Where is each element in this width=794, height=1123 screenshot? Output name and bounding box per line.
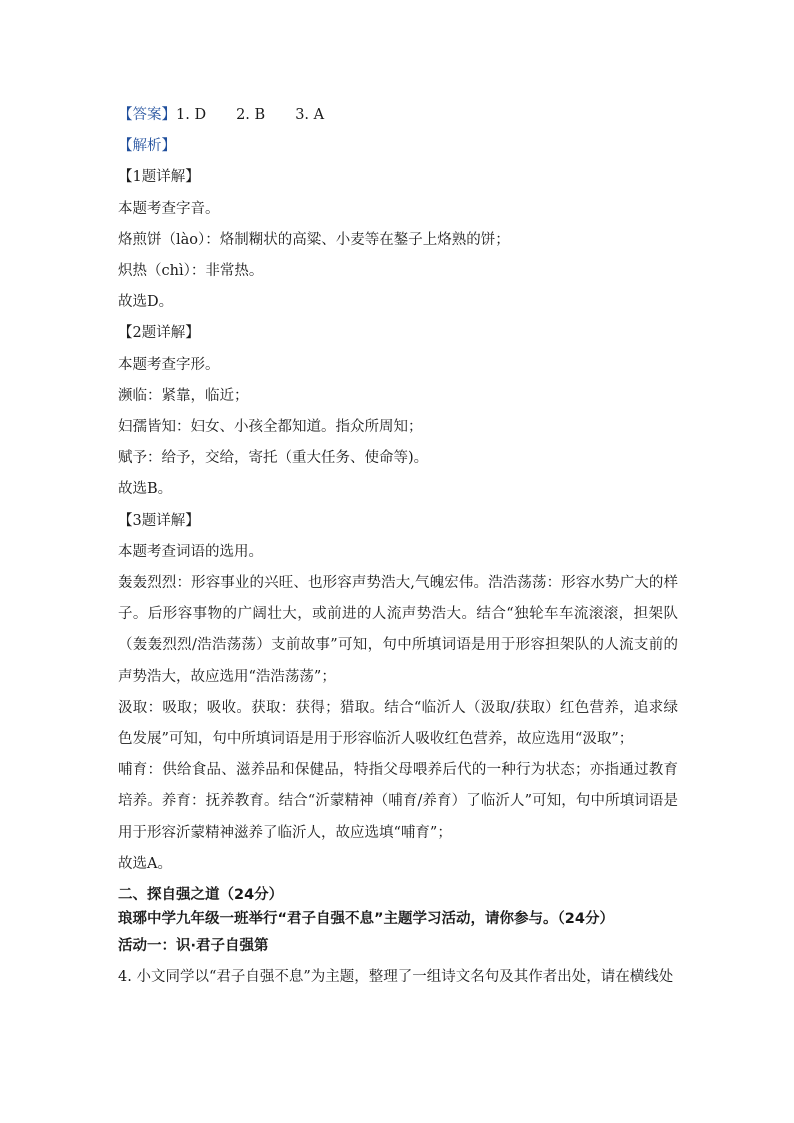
q2-line-1: 本题考查字形。 bbox=[118, 356, 220, 373]
q3-paragraph-3: 哺育：供给食品、滋养品和保健品，特指父母喂养后代的一种行为状态；亦指通过教育培养。养育：抚养教育。结合“沂蒙精神（哺育/养育）了临沂人”可知，句中所填词语是用于形容沂蒙精神滋养了临沂人，故应选填“哺育”； bbox=[118, 762, 678, 841]
q1-line-1: 本题考查字音。 bbox=[118, 200, 220, 217]
q1-header: 【1题详解】 bbox=[118, 169, 200, 186]
q2-line-5: 故选B。 bbox=[118, 481, 173, 498]
q2-line-3: 妇孺皆知：妇女、小孩全都知道。指众所周知； bbox=[118, 419, 423, 436]
answer-item-1: 1. D bbox=[176, 107, 207, 123]
question-4: 4. 小文同学以“君子自强不息”为主题，整理了一组诗文名句及其作者出处，请在横线处 bbox=[118, 969, 674, 986]
q1-line-2: 烙煎饼（lào）：烙制糊状的高粱、小麦等在鏊子上烙熟的饼； bbox=[118, 231, 510, 248]
answer-item-2: 2. B bbox=[236, 107, 266, 123]
q3-intro: 本题考查词语的选用。 bbox=[118, 543, 263, 560]
q3-header: 【3题详解】 bbox=[118, 512, 200, 529]
section-2-title: 二、探自强之道（24分） bbox=[118, 887, 284, 904]
analysis-label: 【解析】 bbox=[118, 138, 176, 155]
answer-item-3: 3. A bbox=[295, 107, 325, 123]
q3-paragraph-2: 汲取：吸取；吸收。获取：获得；猎取。结合“临沂人（汲取/获取）红色营养，追求绿色发展”可知，句中所填词语是用于形容临沂人吸收红色营养，故应选用“汲取”； bbox=[118, 699, 678, 748]
q3-paragraph-1: 轰轰烈烈：形容事业的兴旺、也形容声势浩大,气魄宏伟。浩浩荡荡：形容水势广大的样子。后形容事物的广阔壮大，或前进的人流声势浩大。结合“独轮车车流滚滚，担架队（轰轰烈烈/浩浩荡荡）支前故事”可知，句中所填词语是用于形容担架队的人流支前的声势浩大，故应选用“浩浩荡荡”； bbox=[118, 575, 678, 685]
answer-line bbox=[118, 100, 678, 131]
activity-1-title: 活动一：识·君子自强第 bbox=[118, 938, 269, 955]
q1-line-4: 故选D。 bbox=[118, 294, 174, 311]
section-2-task: 琅琊中学九年级一班举行“君子自强不息”主题学习活动，请你参与。（24分） bbox=[118, 911, 614, 928]
answer-label: 【答案】 bbox=[118, 107, 176, 123]
q2-line-2: 濒临：紧靠，临近； bbox=[118, 387, 249, 404]
q3-conclusion: 故选A。 bbox=[118, 855, 172, 872]
q2-header: 【2题详解】 bbox=[118, 325, 200, 342]
q1-line-3: 炽热（chì）：非常热。 bbox=[118, 263, 264, 280]
document-page bbox=[118, 100, 678, 993]
q2-line-4: 赋予：给予，交给，寄托（重大任务、使命等)。 bbox=[118, 450, 429, 467]
